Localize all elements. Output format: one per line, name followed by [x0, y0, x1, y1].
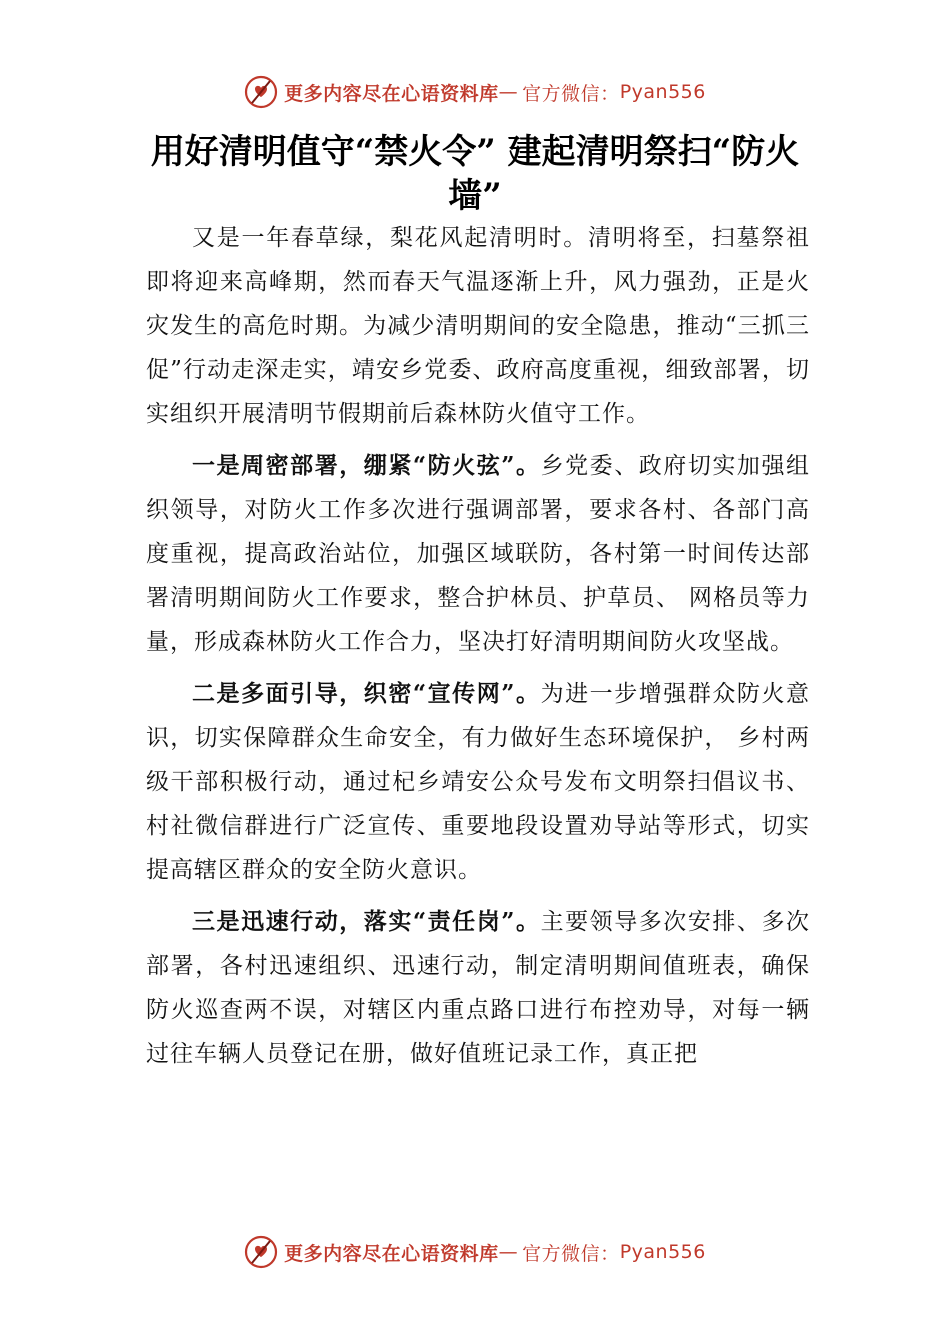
section-text: 主要领导多次安排、多次部署，各村迅速组织、迅速行动，制定清明期间值班表，确保防火巡查两不误，对辖区内重点路口进行布控劝导，对每一辆过往车辆人员登记在册，做好值班记录工作，真正把 — [146, 909, 810, 1067]
section-text: 乡党委、政府切实加强组织领导，对防火工作多次进行强调部署，要求各村、各部门高度重视，提高政治站位，加强区域联防，各村第一时间传达部署清明期间防火工作要求，整合护林员、护草员、 网格员等力量，形成森林防火工作合力，坚决打好清明期间防火攻坚战。 — [146, 453, 810, 655]
footer-banner — [0, 1232, 950, 1272]
section-heading: 二是多面引导，织密“宣传网”。 — [192, 680, 541, 707]
banner-wechat-label: 官方微信： — [522, 1242, 620, 1265]
section-paragraph-2 — [146, 672, 810, 892]
section-text: 为进一步增强群众防火意识，切实保障群众生命安全，有力做好生态环境保护， 乡村两级干部积极行动，通过杞乡靖安公众号发布文明祭扫倡议书、村社微信群进行广泛宣传、重要地段设置劝导站等形式，切实提高辖区群众的安全防火意识。 — [146, 681, 810, 883]
section-heading: 一是周密部署，绷紧“防火弦”。 — [192, 452, 541, 479]
document-body — [146, 216, 810, 1084]
heart-pen-logo-icon — [244, 75, 278, 109]
document-title: 用好清明值守“禁火令” 建起清明祭扫“防火墙” — [150, 132, 800, 216]
section-heading: 三是迅速行动，落实“责任岗”。 — [192, 908, 541, 935]
header-banner — [0, 72, 950, 112]
section-paragraph-3 — [146, 900, 810, 1076]
banner-main-text: 更多内容尽在心语资料库 — [284, 82, 499, 105]
intro-paragraph: 又是一年春草绿，梨花风起清明时。清明将至，扫墓祭祖即将迎来高峰期，然而春天气温逐渐上升，风力强劲，正是火灾发生的高危时期。为减少清明期间的安全隐患，推动“三抓三促”行动走深走实，靖安乡党委、政府高度重视，细致部署，切实组织开展清明节假期前后森林防火值守工作。 — [146, 225, 810, 427]
banner-dash: — — [498, 81, 519, 103]
banner-main-text: 更多内容尽在心语资料库 — [284, 1242, 499, 1265]
banner-dash: — — [498, 1241, 519, 1263]
banner-wechat-label: 官方微信： — [522, 82, 620, 105]
banner-wechat-id: Pyan556 — [619, 81, 706, 103]
section-paragraph-1 — [146, 444, 810, 664]
banner-wechat-id: Pyan556 — [619, 1241, 706, 1263]
heart-pen-logo-icon — [244, 1235, 278, 1269]
